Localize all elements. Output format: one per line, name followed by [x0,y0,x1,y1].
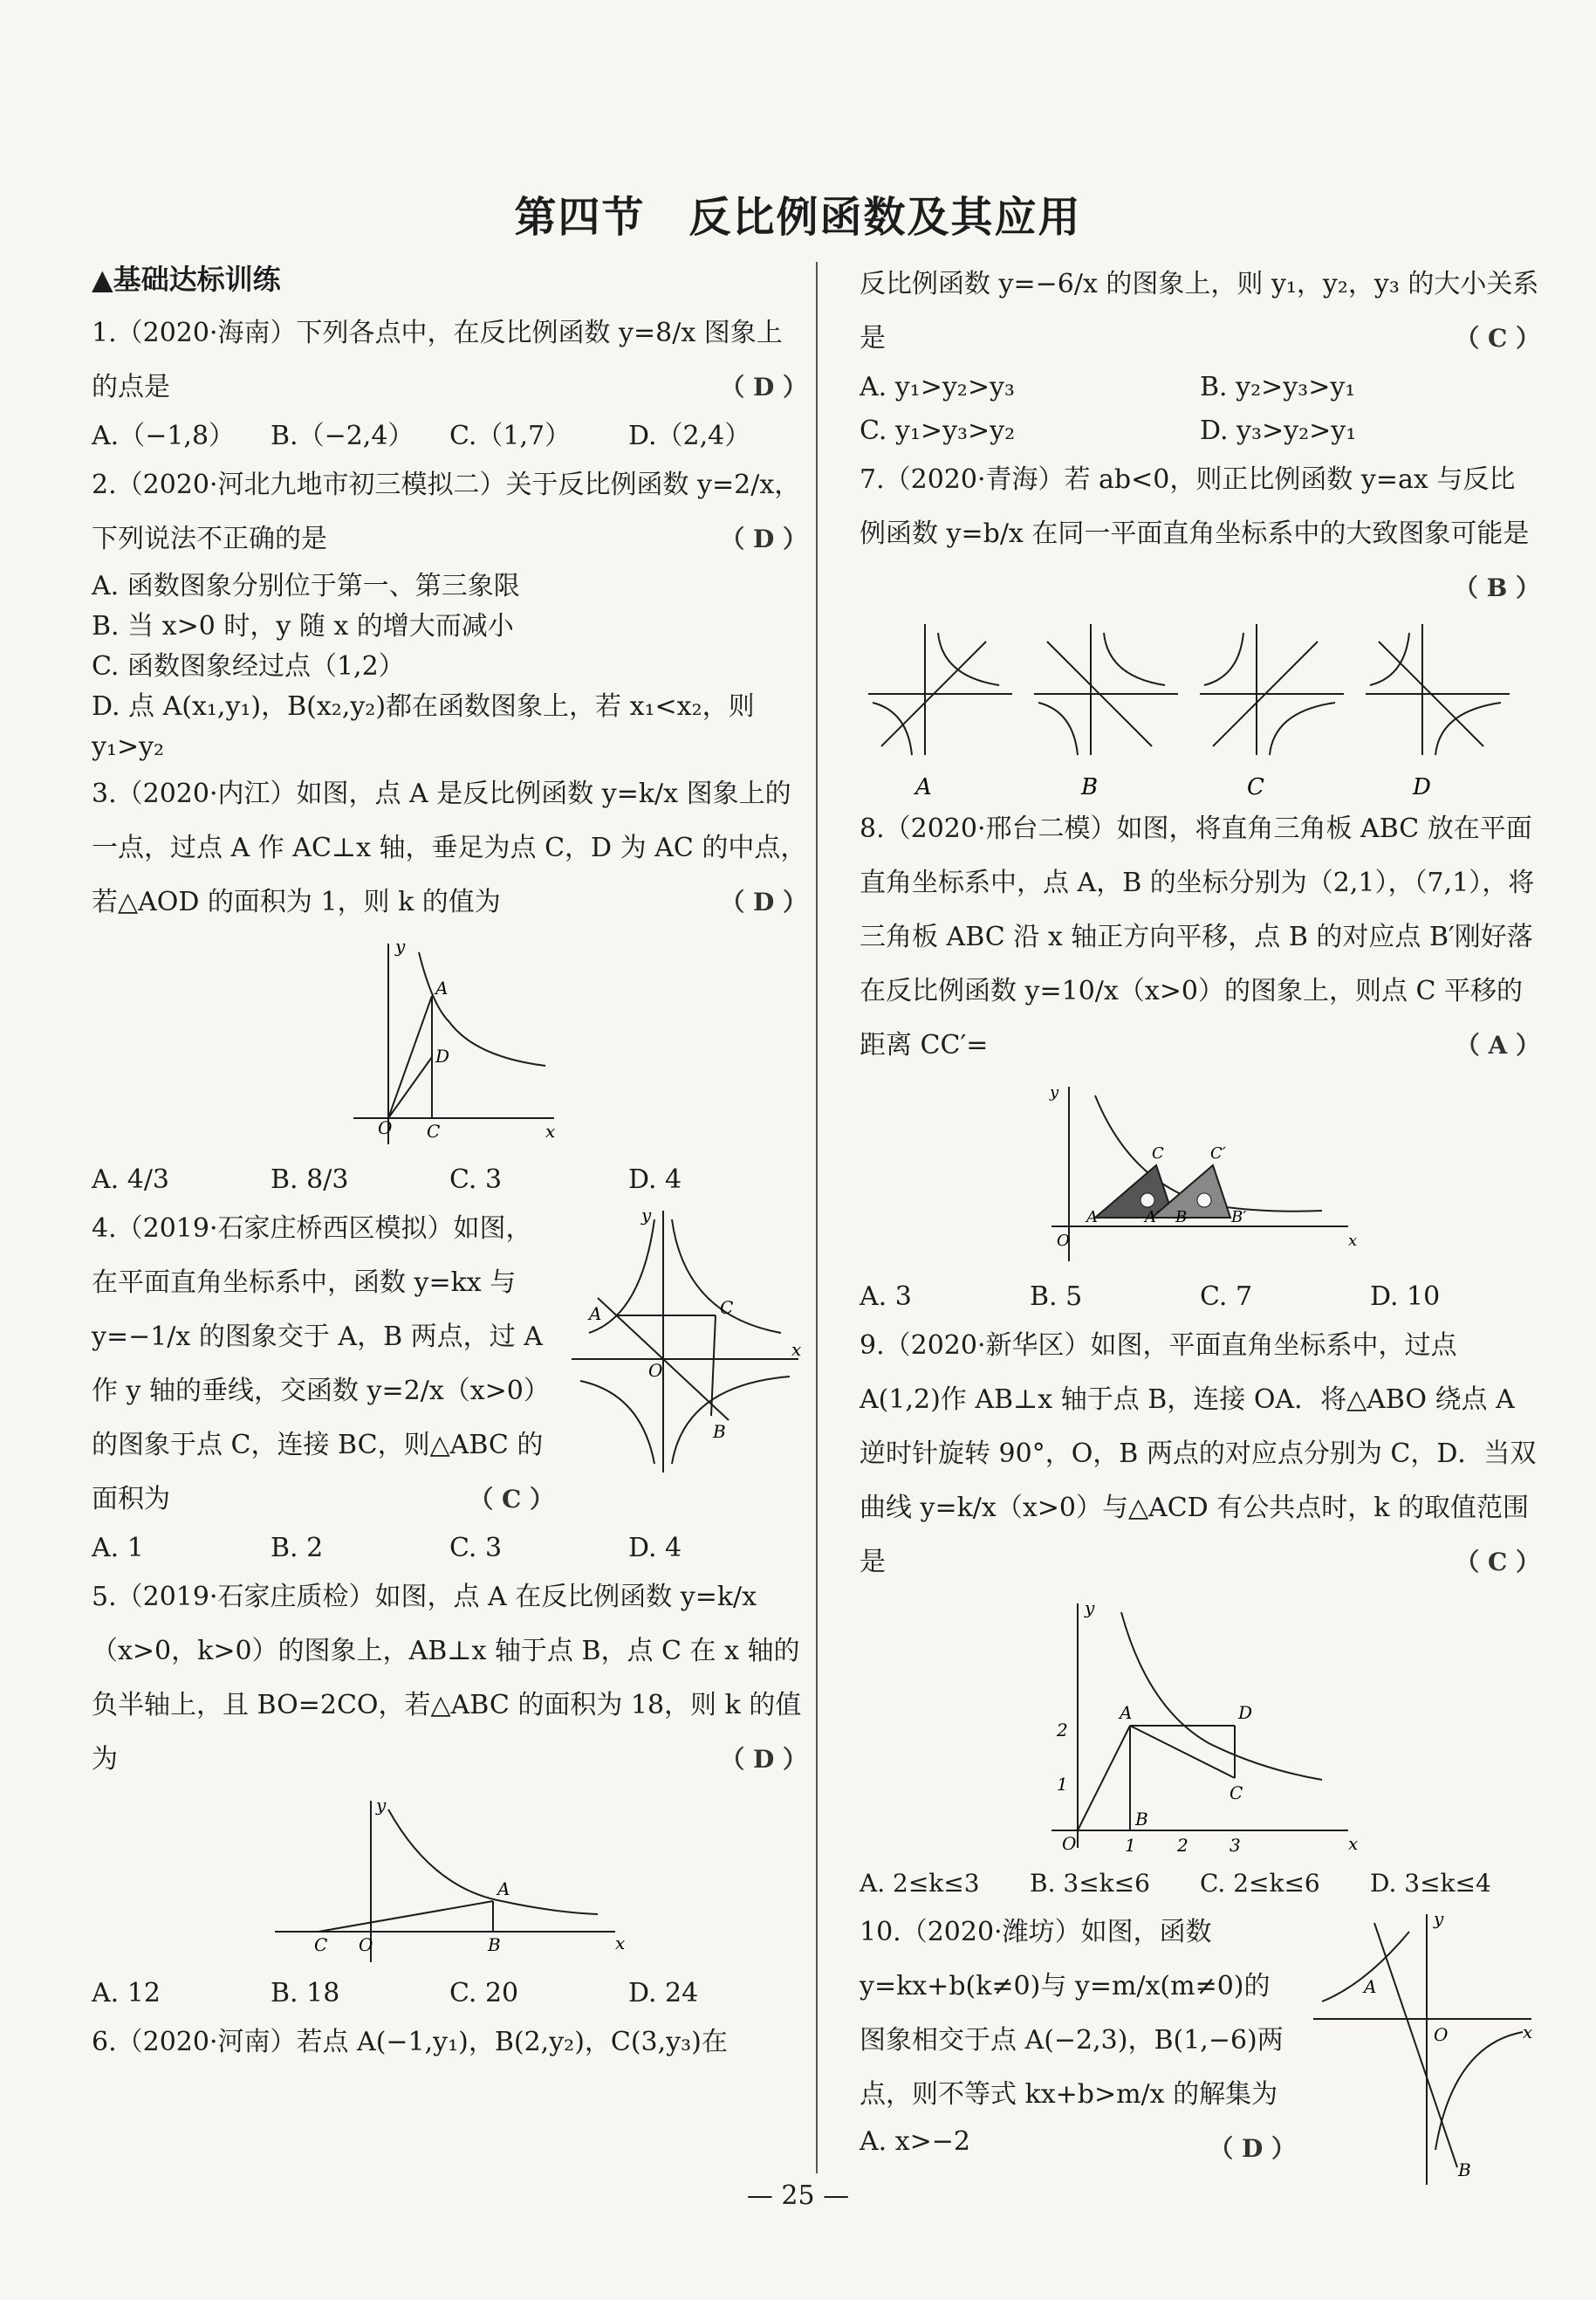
question-text: 5.（2019·石家庄质检）如图，点 A 在反比例函数 y=k/x（x>0，k>0）的图象上，AB⊥x 轴于点 B，点 C 在 x 轴的负半轴上，且 BO=2CO，若△ABC 的面积为 18，则 k 的值为 [92,1582,802,1775]
option: B. 5 [1030,1281,1083,1312]
label-o: O [378,1117,393,1138]
label-x: x [791,1339,802,1360]
label-b: B [1135,1809,1148,1830]
question-3 [92,767,807,1202]
question-text: 2.（2020·河北九地市初三模拟二）关于反比例函数 y=2/x，下列说法不正确的是 [92,470,801,554]
answer: （ C ） [1455,324,1540,353]
label-y: y [1050,1083,1059,1102]
label-b: B [1175,1208,1188,1226]
option: D. 点 A(x₁,y₁)，B(x₂,y₂)都在函数图象上，若 x₁<x₂，则 y₁>y₂ [92,691,755,762]
option: C. 2≤k≤6 [1200,1869,1320,1898]
label-y: y [1085,1597,1095,1618]
option: C.（1,7） [449,421,572,451]
question-2 [92,458,807,767]
option: C. 函数图象经过点（1,2） [92,651,405,682]
question-5 [92,1570,807,2015]
label-x: x [1348,1833,1359,1854]
answer: （ B ） [1453,573,1540,602]
label-b: B [1458,2159,1471,2180]
label-o: O [359,1934,373,1955]
label-o: O [1062,1833,1077,1854]
option-label: B [1081,774,1099,799]
option: C. 3 [449,1164,503,1195]
label-o: O [1434,2024,1449,2045]
option: D. 4 [628,1533,682,1563]
label-o: O [648,1360,663,1381]
label-a: A [1086,1208,1098,1226]
option-label: C [1247,774,1264,799]
figure-q7 [860,615,1540,799]
figure-q10 [1305,1905,1540,2194]
label-c-prime: C′ [1210,1144,1226,1163]
question-text: 4.（2019·石家庄桥西区模拟）如图，在平面直角坐标系中，函数 y=kx 与 y=−1/x 的图象交于 A，B 两点，过 A 作 y 轴的垂线，交函数 y=2/x（x>0）的图象于点 C，连接 BC，则△ABC 的面积为 [92,1213,550,1514]
label-c: C [720,1297,734,1318]
label-y: y [395,936,406,957]
label-b-prime: B′ [1231,1208,1247,1226]
option: C. 3 [449,1533,503,1563]
question-text: 10.（2020·潍坊）如图，函数 y=kx+b(k≠0)与 y=m/x(m≠0)的图象相交于点 A(−2,3)，B(1,−6)两点，则不等式 kx+b>m/x 的解集为 [860,1917,1284,2110]
label-o: O [1057,1232,1070,1250]
column-divider [816,262,818,2173]
label-y: y [641,1205,652,1226]
option: A. 12 [92,1978,161,2008]
option: C. y₁>y₃>y₂ [860,415,1016,446]
option: C. 20 [449,1978,519,2008]
answer: （ C ） [469,1485,554,1514]
option: D. 4 [628,1164,682,1195]
label-x: x [545,1121,556,1142]
label-y: y [1434,1908,1444,1929]
label-d: D [1238,1702,1253,1723]
label-a: A [1364,1976,1377,1997]
option: D. y₃>y₂>y₁ [1200,415,1357,446]
option: A. 2≤k≤3 [860,1869,980,1898]
question-text: 反比例函数 y=−6/x 的图象上，则 y₁，y₂，y₃ 的大小关系是 [860,269,1539,354]
label-x: x [1348,1232,1358,1250]
option: B. 18 [271,1978,340,2008]
label-a: A [435,978,449,999]
option: D. 3≤k≤4 [1370,1869,1491,1898]
figure-q5 [266,1792,633,1967]
option: B. 当 x>0 时，y 随 x 的增大而减小 [92,611,514,642]
label-x: x [1523,2022,1533,2043]
question-text: 9.（2020·新华区）如图，平面直角坐标系中，过点 A(1,2)作 AB⊥x 轴于点 B，连接 OA．将△ABO 绕点 A 逆时针旋转 90°，O，B 两点的对应点分别为 C，D．当双曲线 y=k/x（x>0）与△ACD 有公共点时，k 的取值范围是 [860,1330,1537,1577]
tick-x1: 1 [1125,1835,1136,1856]
tick-1: 1 [1057,1774,1068,1795]
section-heading: ▲基础达标训练 [92,263,281,296]
label-x: x [615,1933,626,1953]
tick-x3: 3 [1230,1835,1241,1856]
question-text: 1.（2020·海南）下列各点中，在反比例函数 y=8/x 图象上的点是 [92,318,783,402]
option: A. 1 [92,1533,144,1563]
label-c: C [427,1121,441,1142]
option-label: A [915,774,932,799]
label-b: B [713,1421,726,1442]
label-a-prime: A′ [1145,1208,1161,1226]
option: B. 3≤k≤6 [1030,1869,1150,1898]
question-6-continued [860,257,1540,453]
question-4 [92,1202,807,1570]
option: B. 2 [271,1533,324,1563]
answer: （ D ） [720,373,807,402]
option: C. 7 [1200,1281,1253,1312]
option-label: D [1413,774,1431,799]
option: A. 3 [860,1281,912,1312]
label-c: C [1152,1144,1164,1163]
answer: （ D ） [720,888,807,917]
answer: （ C ） [1455,1548,1540,1576]
left-column [92,257,807,2070]
figure-q8 [1034,1078,1366,1270]
option: D.（2,4） [628,421,751,451]
question-7 [860,453,1540,802]
label-a: A [589,1303,602,1324]
figure-q9 [1034,1595,1366,1857]
page-title: 第四节 反比例函数及其应用 [514,193,1082,242]
option: B. y₂>y₃>y₁ [1200,372,1356,402]
answer: （ D ） [1209,2134,1296,2163]
answer: （ A ） [1455,1031,1540,1060]
question-9 [860,1319,1540,1905]
question-text: 8.（2020·邢台二模）如图，将直角三角板 ABC 放在平面直角坐标系中，点 A，B 的坐标分别为（2,1），（7,1），将三角板 ABC 沿 x 轴正方向平移，点 B 的对应点 B′刚好落在反比例函数 y=10/x（x>0）的图象上，则点 C 平移的距离 CC′= [860,814,1535,1061]
option: D. 10 [1370,1281,1441,1312]
label-c: C [1230,1782,1243,1803]
label-a: A [497,1878,510,1899]
question-text: 7.（2020·青海）若 ab<0，则正比例函数 y=ax 与反比例函数 y=b/x 在同一平面直角坐标系中的大致图象可能是 [860,464,1530,549]
answer: （ D ） [720,1745,807,1774]
figure-q4 [563,1202,807,1481]
question-10 [860,1905,1540,2180]
option: D. 24 [628,1978,699,2008]
answer: （ D ） [720,525,807,553]
option: A.（−1,8） [92,421,236,451]
option: B.（−2,4） [271,421,414,451]
option: A. 4/3 [92,1164,170,1195]
page-number: — 25 — [746,2180,850,2211]
tick-2: 2 [1057,1720,1068,1740]
question-6: 6.（2020·河南）若点 A(−1,y₁)，B(2,y₂)，C(3,y₃)在 [92,2027,728,2057]
label-a: A [1120,1702,1133,1723]
label-c: C [314,1934,328,1955]
question-text: 3.（2020·内江）如图，点 A 是反比例函数 y=k/x 图象上的一点，过点 A 作 AC⊥x 轴，垂足为点 C，D 为 AC 的中点，若△AOD 的面积为 1，则 k 的值为 [92,779,807,917]
tick-x2: 2 [1177,1835,1188,1856]
figure-q3 [336,935,563,1153]
label-y: y [376,1795,387,1816]
option: A. y₁>y₂>y₃ [860,372,1015,402]
question-8 [860,802,1540,1319]
label-b: B [488,1934,501,1955]
option: A. x>−2 [860,2126,971,2157]
right-column [860,257,1540,2194]
option: A. 函数图象分别位于第一、第三象限 [92,571,520,601]
question-1 [92,306,807,458]
label-d: D [435,1046,450,1067]
option: B. 8/3 [271,1164,349,1195]
